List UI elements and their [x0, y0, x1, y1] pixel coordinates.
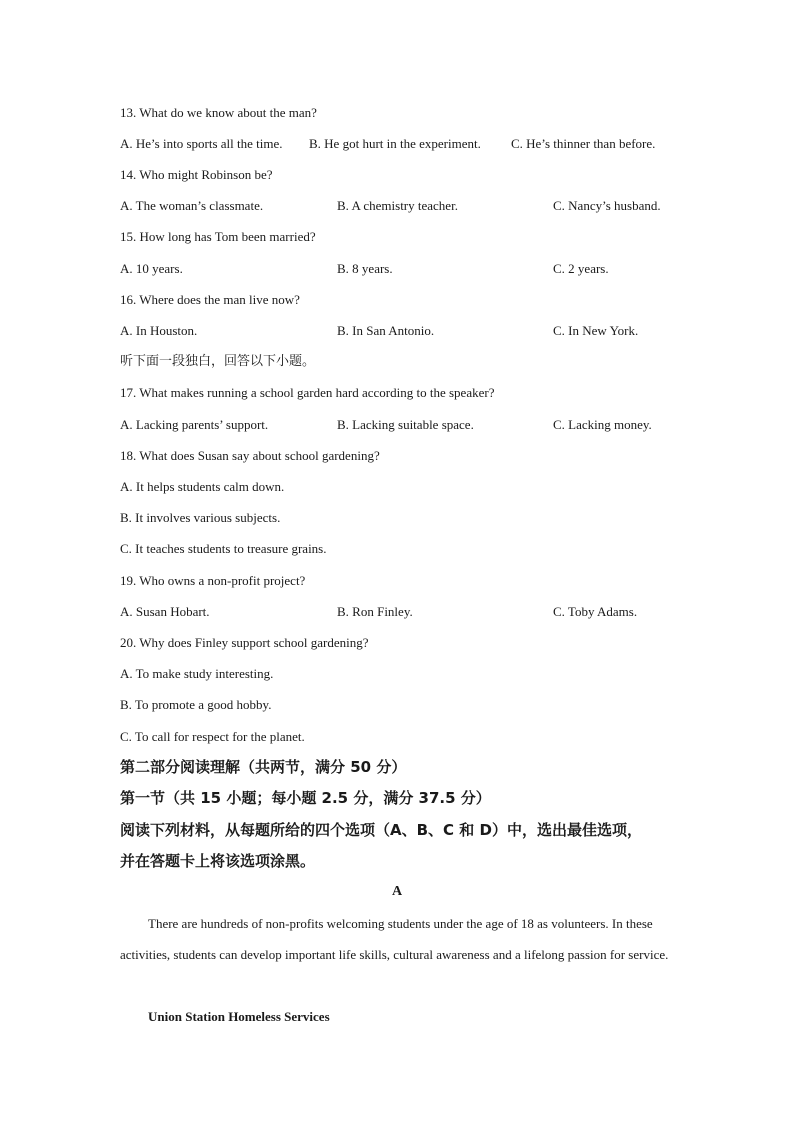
question-20-option-a: A. To make study interesting. — [120, 666, 274, 681]
question-13-option-c: C. He’s thinner than before. — [511, 136, 656, 151]
question-16-option-c: C. In New York. — [553, 323, 639, 338]
question-18-option-a: A. It helps students calm down. — [120, 479, 285, 494]
question-18-stem: 18. What does Susan say about school gardening? — [120, 448, 380, 463]
question-19-option-b: B. Ron Finley. — [337, 604, 413, 619]
question-20-stem: 20. Why does Finley support school gardening? — [120, 635, 369, 650]
question-17-option-b: B. Lacking suitable space. — [337, 417, 474, 432]
question-13-stem: 13. What do we know about the man? — [120, 105, 317, 120]
question-15-option-a: A. 10 years. — [120, 261, 183, 276]
monologue-instruction: 听下面一段独白，回答以下小题。 — [120, 354, 316, 369]
question-17-option-a: A. Lacking parents’ support. — [120, 417, 269, 432]
passage-label: A — [391, 884, 403, 899]
question-15-option-c: C. 2 years. — [553, 261, 609, 276]
question-19-option-a: A. Susan Hobart. — [120, 604, 210, 619]
question-17-stem: 17. What makes running a school garden hard according to the speaker? — [120, 385, 495, 400]
question-13-option-b: B. He got hurt in the experiment. — [309, 136, 481, 151]
part2-instruction-line1: 阅读下列材料，从每题所给的四个选项（A、B、C 和 D）中，选出最佳选项， — [120, 821, 642, 839]
question-15-stem: 15. How long has Tom been married? — [120, 229, 316, 244]
question-20-option-b: B. To promote a good hobby. — [120, 697, 272, 712]
question-13-option-a: A. He’s into sports all the time. — [120, 136, 283, 151]
question-16-option-a: A. In Houston. — [120, 323, 198, 338]
question-19-stem: 19. Who owns a non-profit project? — [120, 573, 306, 588]
question-14-stem: 14. Who might Robinson be? — [120, 167, 273, 182]
question-17-option-c: C. Lacking money. — [553, 417, 652, 432]
question-19-option-c: C. Toby Adams. — [553, 604, 638, 619]
question-14-option-a: A. The woman’s classmate. — [120, 198, 264, 213]
passage-subheading: Union Station Homeless Services — [148, 1009, 330, 1024]
question-16-stem: 16. Where does the man live now? — [120, 292, 300, 307]
question-18-option-b: B. It involves various subjects. — [120, 510, 281, 525]
part2-instruction-line2: 并在答题卡上将该选项涂黑。 — [120, 852, 316, 870]
question-20-option-c: C. To call for respect for the planet. — [120, 729, 305, 744]
part2-title: 第二部分阅读理解（共两节，满分 50 分） — [120, 758, 407, 776]
question-16-option-b: B. In San Antonio. — [337, 323, 435, 338]
passage-intro-paragraph: There are hundreds of non-profits welcoming students under the age of 18 as volunteers. In these activities, students can develop important life skills, cultural awareness and a lifelong passion for service. — [120, 916, 669, 962]
part2-section1-title: 第一节（共 15 小题；每小题 2.5 分，满分 37.5 分） — [120, 789, 491, 807]
question-15-option-b: B. 8 years. — [337, 261, 393, 276]
question-14-option-c: C. Nancy’s husband. — [553, 198, 661, 213]
question-14-option-b: B. A chemistry teacher. — [337, 198, 458, 213]
question-18-option-c: C. It teaches students to treasure grains. — [120, 541, 327, 556]
